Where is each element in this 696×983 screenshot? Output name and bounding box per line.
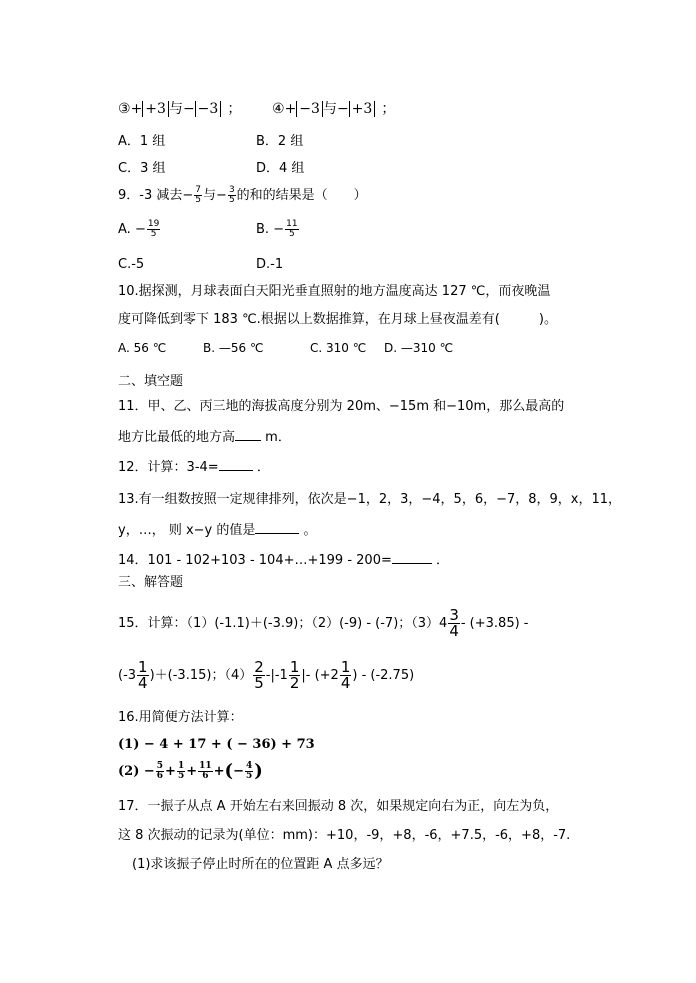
abs-value: −3 bbox=[195, 101, 222, 117]
fraction: $\frac{3}{5}$ bbox=[228, 185, 235, 205]
fraction: $\frac{11}{5}$ bbox=[286, 219, 298, 239]
fraction: $\frac{4}{5}$ bbox=[245, 761, 253, 781]
abs-value: −3 bbox=[296, 101, 323, 117]
q16-part2: (2) − $\frac{5}{6}$ + $\frac{1}{5}$ + $\frac{11}{6}$ +(− $\frac{4}{5}$ ) bbox=[118, 760, 263, 782]
q9-option-d: D.-1 bbox=[256, 257, 284, 272]
q10-option-d: D. —310 ℃ bbox=[384, 341, 454, 355]
q11-line2: 地方比最低的地方高 m． bbox=[118, 430, 291, 445]
q8-item4: ④+ −3 与− +3 ； bbox=[272, 101, 396, 117]
fraction: $\frac{19}{5}$ bbox=[147, 219, 160, 239]
q17-sub1: (1)求该振子停止时所在的位置距 A 点多远？ bbox=[132, 857, 389, 872]
q10-line1: 10.据探测，月球表面白天阳光垂直照射的地方温度高达 127 ℃，而夜晚温 bbox=[118, 284, 551, 299]
q13-line1: 13.有一组数按照一定规律排列，依次是−1，2，3，−4，5，6，−7，8，9，x，11， bbox=[118, 492, 622, 507]
fraction: $\frac{1}{2}$ bbox=[289, 658, 300, 692]
q14: 14．101 - 102+103 - 104+…+199 - 200= ． bbox=[118, 553, 450, 568]
abs-value: +3 bbox=[142, 101, 169, 117]
q10-option-a: A. 56 ℃ bbox=[118, 341, 167, 355]
q15-line1: 15．计算：（1）(-1.1)＋(-3.9)；（2）(-9) - (-7)；（3）4 $\frac{3}{4}$ - (+3.85) - bbox=[118, 606, 529, 640]
fraction: $\frac{11}{6}$ bbox=[199, 761, 212, 781]
q8-item3: ③+ +3 与− −3 ； bbox=[118, 101, 242, 117]
section-fill-in-title: 二、填空题 bbox=[118, 374, 184, 389]
q8-option-d: D．4 组 bbox=[256, 161, 305, 176]
answer-blank bbox=[255, 521, 299, 534]
q8-option-a: A．1 组 bbox=[118, 134, 166, 149]
fraction: $\frac{2}{5}$ bbox=[254, 658, 264, 692]
fraction: $\frac{1}{4}$ bbox=[138, 658, 148, 692]
q8-option-b: B．2 组 bbox=[256, 134, 304, 149]
q9-option-c: C.-5 bbox=[118, 257, 145, 272]
fraction: $\frac{5}{6}$ bbox=[156, 761, 164, 781]
q11-line1: 11．甲、乙、丙三地的海拔高度分别为 20m、−15m 和−10m，那么最高的 bbox=[118, 399, 565, 414]
q17-line1: 17．一振子从点 A 开始左右来回振动 8 次，如果规定向右为正，向左为负， bbox=[118, 799, 559, 814]
answer-blank bbox=[219, 458, 253, 471]
q8-option-c: C．3 组 bbox=[118, 161, 166, 176]
q9-stem: 9．-3 减去− $\frac{7}{5}$ 与− $\frac{3}{5}$ 的和的结果是（ ） bbox=[118, 185, 367, 205]
q12: 12．计算：3-4= ． bbox=[118, 460, 270, 475]
fraction: $\frac{3}{4}$ bbox=[449, 606, 459, 640]
fraction: $\frac{7}{5}$ bbox=[195, 185, 202, 205]
q10-option-c: C. 310 ℃ bbox=[310, 341, 367, 355]
q9-option-a: A. − $\frac{19}{5}$ bbox=[118, 219, 160, 239]
fraction: $\frac{1}{5}$ bbox=[177, 761, 185, 781]
q10-line2: 度可降低到零下 183 ℃.根据以上数据推算，在月球上昼夜温差有( )。 bbox=[118, 312, 557, 327]
q9-option-b: B. − $\frac{11}{5}$ bbox=[256, 219, 298, 239]
section-solve-title: 三、解答题 bbox=[118, 575, 184, 590]
q15-line2: (-3 $\frac{1}{4}$ )＋(-3.15)；（4） $\frac{2}{5}$ -|-1 $\frac{1}{2}$ |- (+2 $\frac{1}{4}$ ) - (-2.75) bbox=[118, 658, 415, 692]
q13-line2: y，…， 则 x−y 的值是 。 bbox=[118, 523, 317, 538]
q16-part1: (1) − 4 + 17 + ( − 36) + 73 bbox=[118, 737, 315, 752]
answer-blank bbox=[235, 428, 261, 441]
q10-option-b: B. —56 ℃ bbox=[203, 341, 264, 355]
abs-value: +3 bbox=[349, 101, 376, 117]
q16-title: 16.用简便方法计算： bbox=[118, 710, 243, 725]
answer-blank bbox=[392, 551, 432, 564]
fraction: $\frac{1}{4}$ bbox=[340, 658, 351, 692]
q17-line2: 这 8 次振动的记录为(单位：mm)：+10，-9，+8，-6，+7.5，-6，+8，-7. bbox=[118, 828, 571, 843]
